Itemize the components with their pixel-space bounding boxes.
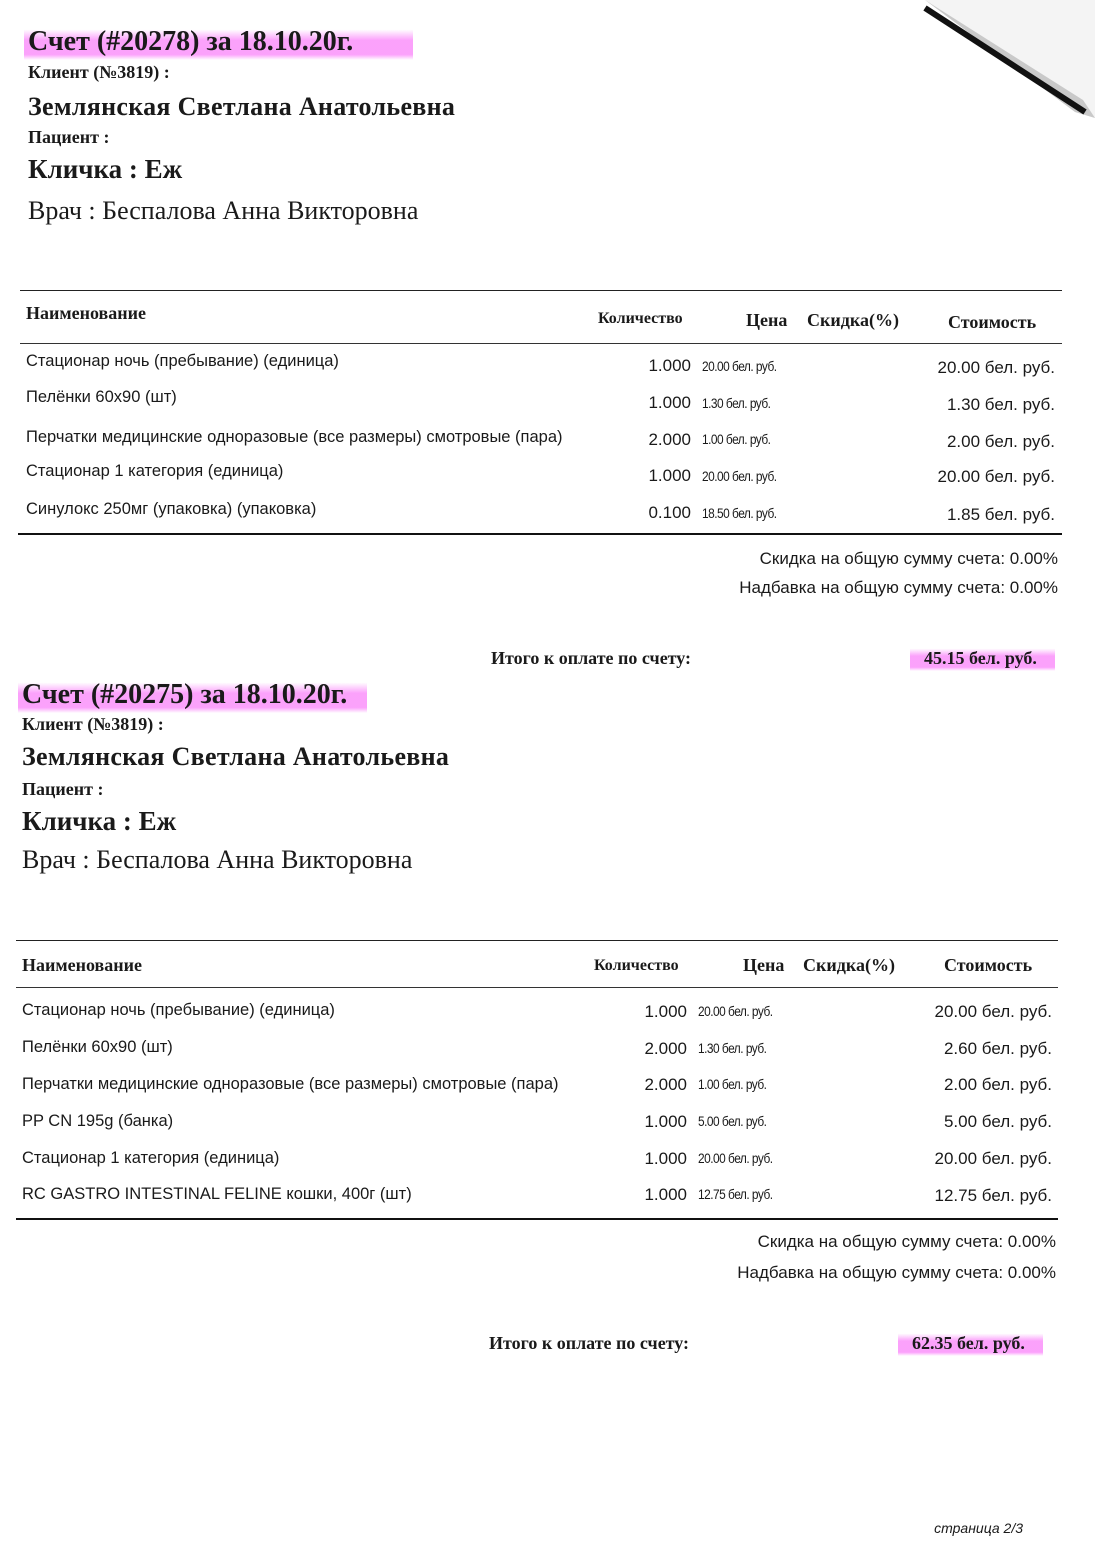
header-qty: Количество: [598, 310, 683, 327]
item-qty: 1.000: [648, 466, 691, 485]
item-cost: 20.00 бел. руб.: [934, 1002, 1052, 1021]
item-price: 20.00 бел. руб.: [698, 1003, 773, 1019]
item-name: Стационар 1 категория (единица): [26, 462, 284, 480]
item-price: 1.00 бел. руб.: [702, 431, 771, 447]
header-price: Цена: [746, 310, 788, 330]
client-label: Клиент (№3819) :: [22, 714, 164, 734]
item-qty: 2.000: [648, 430, 691, 449]
item-qty: 1.000: [644, 1002, 687, 1021]
item-qty: 2.000: [644, 1039, 687, 1058]
patient-label: Пациент :: [22, 779, 104, 799]
invoice-title: Счет (#20278) за 18.10.20г.: [24, 24, 413, 60]
client-label: Клиент (№3819) :: [28, 62, 170, 82]
item-name: PP CN 195g (банка): [22, 1112, 174, 1130]
discount-summary: Скидка на общую сумму счета: 0.00%: [757, 1232, 1056, 1251]
table-bottom-rule: [18, 533, 1062, 535]
table-row: [0, 1001, 1095, 1031]
item-cost: 2.00 бел. руб.: [946, 432, 1055, 451]
doctor-name: Врач : Беспалова Анна Викторовна: [28, 196, 419, 225]
item-name: Синулокс 250мг (упаковка) (упаковка): [26, 500, 317, 518]
header-cost: Стоимость: [948, 312, 1037, 332]
item-cost: 20.00 бел. руб.: [937, 358, 1055, 377]
header-discount: Скидка(%): [807, 310, 899, 330]
item-qty: 0.100: [648, 503, 691, 522]
item-cost: 1.85 бел. руб.: [946, 505, 1055, 524]
item-cost: 12.75 бел. руб.: [934, 1186, 1052, 1205]
table-row: [0, 462, 1095, 492]
item-price: 5.00 бел. руб.: [698, 1113, 767, 1129]
table-row: [0, 428, 1095, 458]
invoice-title: Счет (#20275) за 18.10.20г.: [18, 677, 367, 713]
table-top-rule: [16, 940, 1058, 941]
table-row: [0, 500, 1095, 530]
item-cost: 5.00 бел. руб.: [943, 1112, 1052, 1131]
markup-summary: Надбавка на общую сумму счета: 0.00%: [739, 578, 1058, 597]
item-name: Пелёнки 60х90 (шт): [26, 388, 177, 406]
item-qty: 1.000: [648, 356, 691, 375]
doctor-name: Врач : Беспалова Анна Викторовна: [22, 845, 413, 874]
item-qty: 1.000: [648, 393, 691, 412]
table-bottom-rule: [16, 1218, 1058, 1220]
item-name: Стационар ночь (пребывание) (единица): [26, 352, 339, 370]
item-name: Перчатки медицинские одноразовые (все размеры) смотровые (пара): [26, 428, 563, 446]
item-cost: 2.00 бел. руб.: [943, 1075, 1052, 1094]
item-qty: 1.000: [644, 1112, 687, 1131]
total-value: 62.35 бел. руб.: [898, 1331, 1043, 1356]
table-row: [0, 1185, 1095, 1215]
item-price: 20.00 бел. руб.: [698, 1150, 773, 1166]
client-name: Землянская Светлана Анатольевна: [28, 92, 456, 121]
item-qty: 2.000: [644, 1075, 687, 1094]
page-number: страница 2/3: [934, 1520, 1023, 1536]
discount-summary: Скидка на общую сумму счета: 0.00%: [759, 549, 1058, 568]
table-row: [0, 1149, 1095, 1179]
table-row: [0, 1038, 1095, 1068]
item-price: 12.75 бел. руб.: [698, 1186, 773, 1202]
table-top-rule: [20, 290, 1062, 291]
item-cost: 1.30 бел. руб.: [946, 395, 1055, 414]
pet-name: Кличка : Еж: [28, 154, 183, 184]
item-price: 18.50 бел. руб.: [702, 505, 777, 521]
table-row: [0, 388, 1095, 418]
item-price: 20.00 бел. руб.: [702, 358, 777, 374]
page-corner-fold: [825, 0, 1095, 120]
item-price: 20.00 бел. руб.: [702, 468, 777, 484]
table-row: [0, 352, 1095, 382]
item-name: Перчатки медицинские одноразовые (все размеры) смотровые (пара): [22, 1075, 559, 1093]
item-name: Пелёнки 60х90 (шт): [22, 1038, 173, 1056]
table-header-rule: [20, 343, 1062, 344]
table-header-rule: [16, 987, 1058, 988]
header-qty: Количество: [594, 957, 679, 974]
item-qty: 1.000: [644, 1185, 687, 1204]
total-label: Итого к оплате по счету:: [489, 1333, 690, 1353]
header-name: Наименование: [22, 955, 142, 975]
item-name: Стационар ночь (пребывание) (единица): [22, 1001, 335, 1019]
item-cost: 2.60 бел. руб.: [943, 1039, 1052, 1058]
item-price: 1.30 бел. руб.: [702, 395, 771, 411]
item-price: 1.00 бел. руб.: [698, 1076, 767, 1092]
header-name: Наименование: [26, 303, 146, 323]
item-name: RC GASTRO INTESTINAL FELINE кошки, 400г (шт): [22, 1185, 412, 1203]
item-cost: 20.00 бел. руб.: [937, 467, 1055, 486]
item-name: Стационар 1 категория (единица): [22, 1149, 280, 1167]
total-value: 45.15 бел. руб.: [910, 646, 1055, 671]
item-price: 1.30 бел. руб.: [698, 1040, 767, 1056]
item-qty: 1.000: [644, 1149, 687, 1168]
header-discount: Скидка(%): [803, 955, 895, 975]
header-cost: Стоимость: [944, 955, 1033, 975]
item-cost: 20.00 бел. руб.: [934, 1149, 1052, 1168]
header-price: Цена: [743, 955, 785, 975]
patient-label: Пациент :: [28, 127, 110, 147]
client-name: Землянская Светлана Анатольевна: [22, 742, 450, 771]
table-row: [0, 1112, 1095, 1142]
pet-name: Кличка : Еж: [22, 806, 177, 836]
total-label: Итого к оплате по счету:: [491, 648, 692, 668]
markup-summary: Надбавка на общую сумму счета: 0.00%: [737, 1263, 1056, 1282]
table-row: [0, 1075, 1095, 1105]
